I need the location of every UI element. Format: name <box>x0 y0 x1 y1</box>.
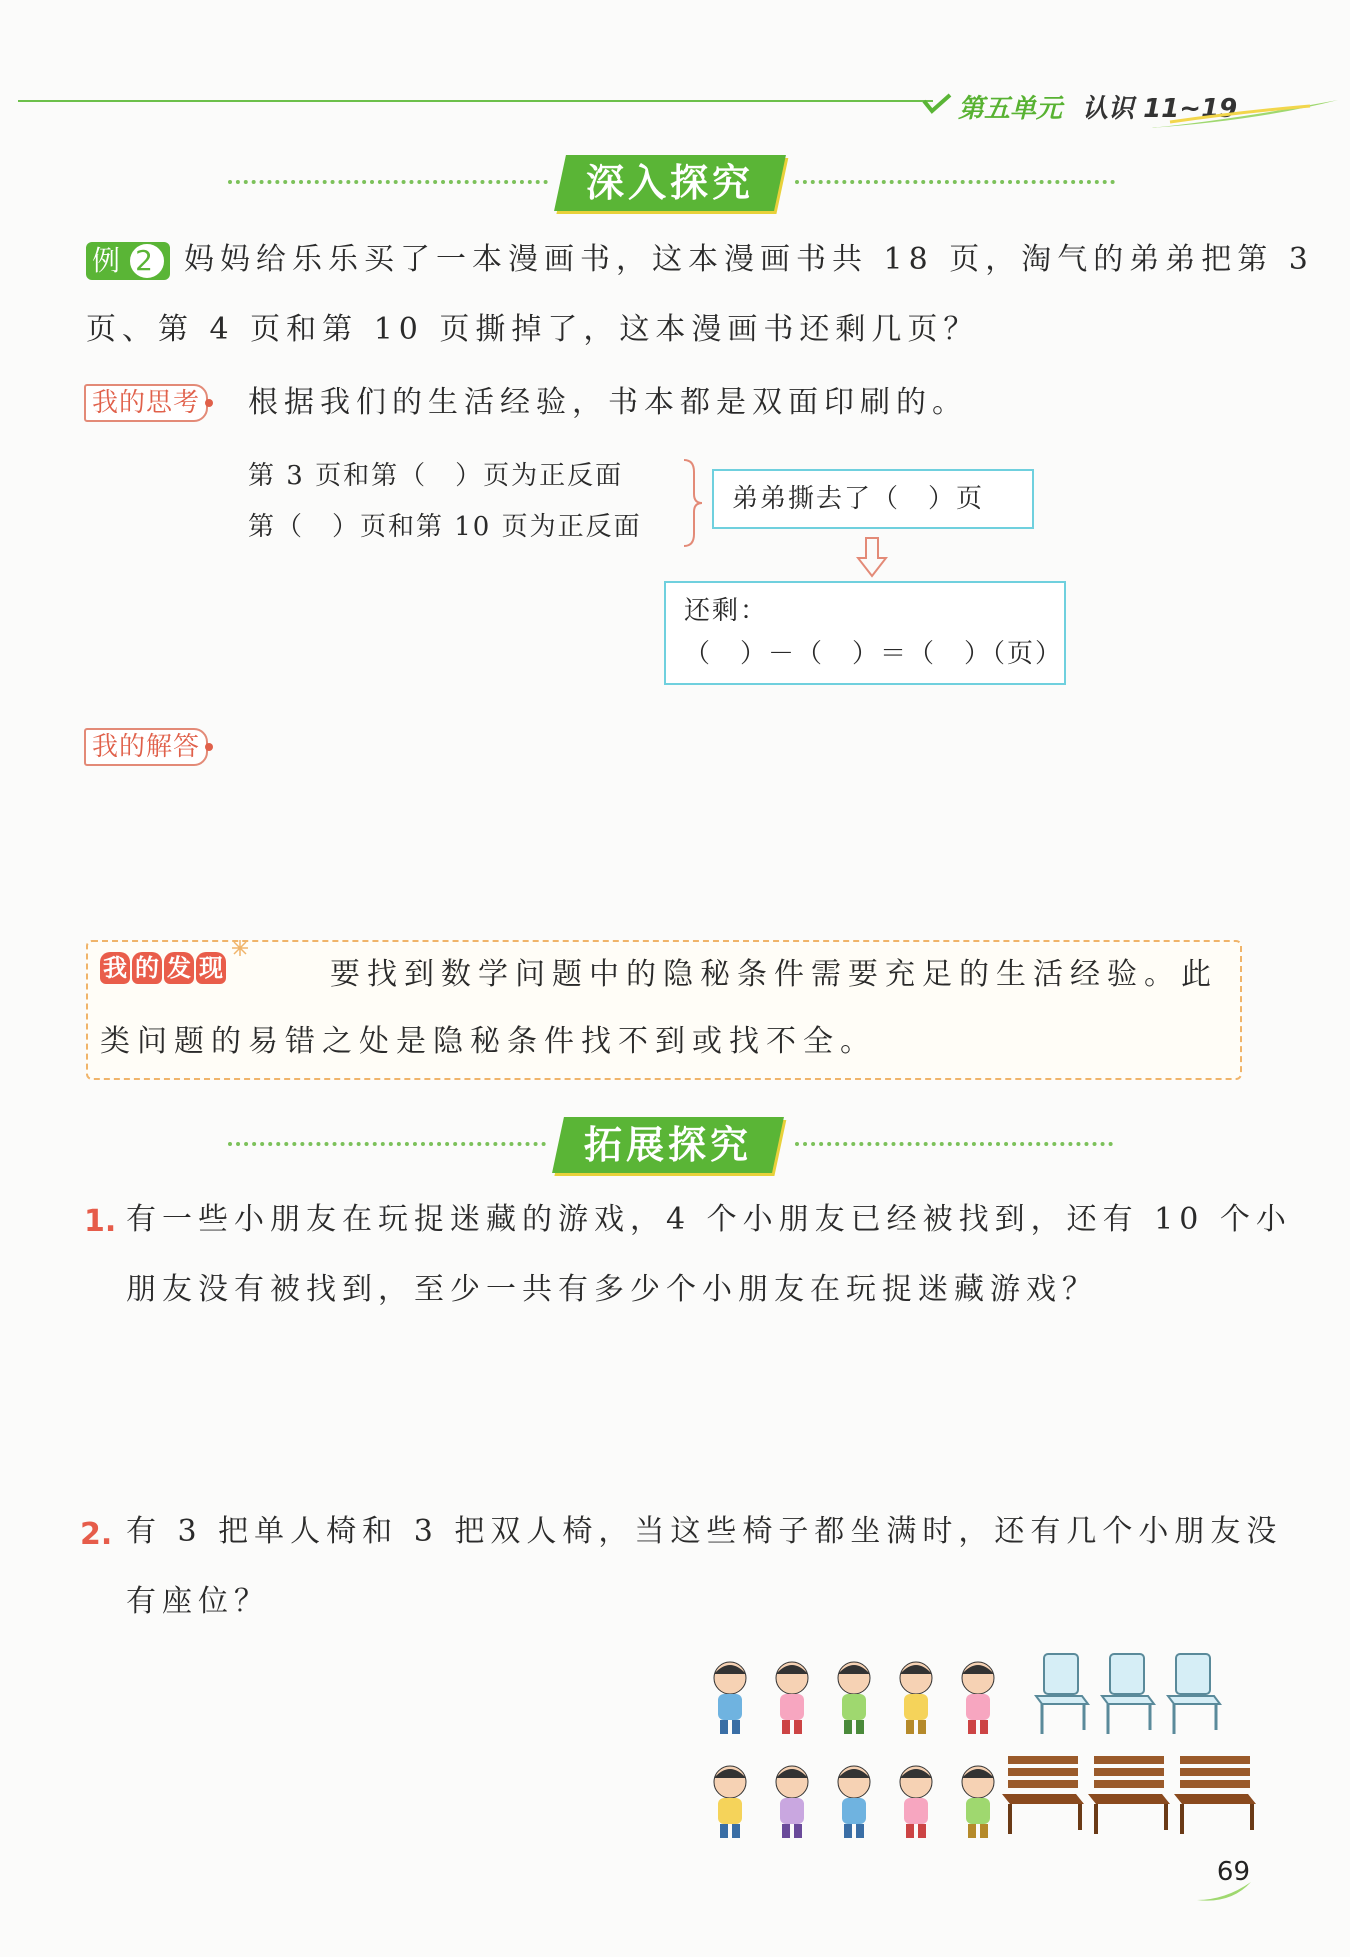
example-line2: 页、第 4 页和第 10 页撕掉了，这本漫画书还剩几页？ <box>86 312 980 347</box>
remaining-box <box>664 581 1066 685</box>
question1-line1: 有一些小朋友在玩捉迷藏的游戏，4 个小朋友已经被找到，还有 10 个小 <box>126 1202 1292 1237</box>
section1-title: 深入探究 <box>585 161 754 205</box>
single-chairs-illustration <box>1030 1650 1230 1744</box>
child-figure-icon <box>714 1662 746 1734</box>
section2-title: 拓展探究 <box>583 1123 752 1167</box>
thinking-tag: 我的思考 <box>84 384 208 422</box>
double-chairs-illustration <box>1000 1750 1260 1844</box>
header-check-icon <box>922 93 952 119</box>
page-swoosh-icon <box>1195 1880 1255 1908</box>
bench-icon <box>1002 1756 1084 1834</box>
question2-line2: 有座位？ <box>126 1584 270 1619</box>
section2-banner <box>552 1117 784 1173</box>
remaining-equation: （ ）－（ ）＝（ ）（页） <box>684 639 1064 669</box>
section2-dots-left <box>228 1142 546 1146</box>
header-swoosh-icon <box>1150 98 1340 136</box>
unit-label: 第五单元 <box>958 94 1063 124</box>
page-number: 69 <box>1216 1857 1250 1887</box>
thinking-row1: 第 3 页和第（ ）页为正反面 <box>248 461 624 491</box>
sparkle-icon <box>232 940 248 960</box>
discovery-line2: 类问题的易错之处是隐秘条件找不到或找不全。 <box>100 1024 877 1059</box>
discovery-badge: 我 的 发 现 <box>100 952 226 984</box>
header-rule <box>18 100 933 102</box>
single-chair-icon <box>1036 1654 1088 1734</box>
children-illustration <box>700 1650 1000 1854</box>
question1-text <box>126 1185 1292 1325</box>
discovery-line1: 要找到数学问题中的隐秘条件需要充足的生活经验。此 <box>330 957 1218 992</box>
example-line1: 例 2 妈妈给乐乐买了一本漫画书，这本漫画书共 18 页，淘气的弟弟把第 3 <box>86 225 1276 295</box>
question1-line2: 朋友没有被找到，至少一共有多少个小朋友在玩捉迷藏游戏？ <box>126 1272 1098 1307</box>
example-paragraph <box>86 225 1314 365</box>
section1-banner <box>554 155 786 211</box>
example-badge: 例 2 <box>86 242 170 280</box>
brace-icon <box>682 458 704 552</box>
question1-number: 1. <box>84 1204 117 1239</box>
topic-label: 认识 11~19 <box>1082 94 1238 124</box>
question2-number: 2. <box>80 1517 113 1552</box>
question2-line1: 有 3 把单人椅和 3 把双人椅，当这些椅子都坐满时，还有几个小朋友没 <box>126 1514 1283 1549</box>
section1-dots-left <box>228 180 548 184</box>
thinking-row2: 第（ ）页和第 10 页为正反面 <box>248 512 642 542</box>
answer-tag: 我的解答 <box>84 728 208 766</box>
section1-dots-right <box>795 180 1115 184</box>
down-arrow-icon <box>856 536 888 582</box>
question2-text <box>126 1497 1282 1637</box>
remaining-label: 还剩： <box>684 596 769 626</box>
section2-dots-right <box>795 1142 1113 1146</box>
torn-pages-box: 弟弟撕去了（ ）页 <box>712 469 1034 529</box>
thinking-text: 根据我们的生活经验，书本都是双面印刷的。 <box>248 385 968 420</box>
